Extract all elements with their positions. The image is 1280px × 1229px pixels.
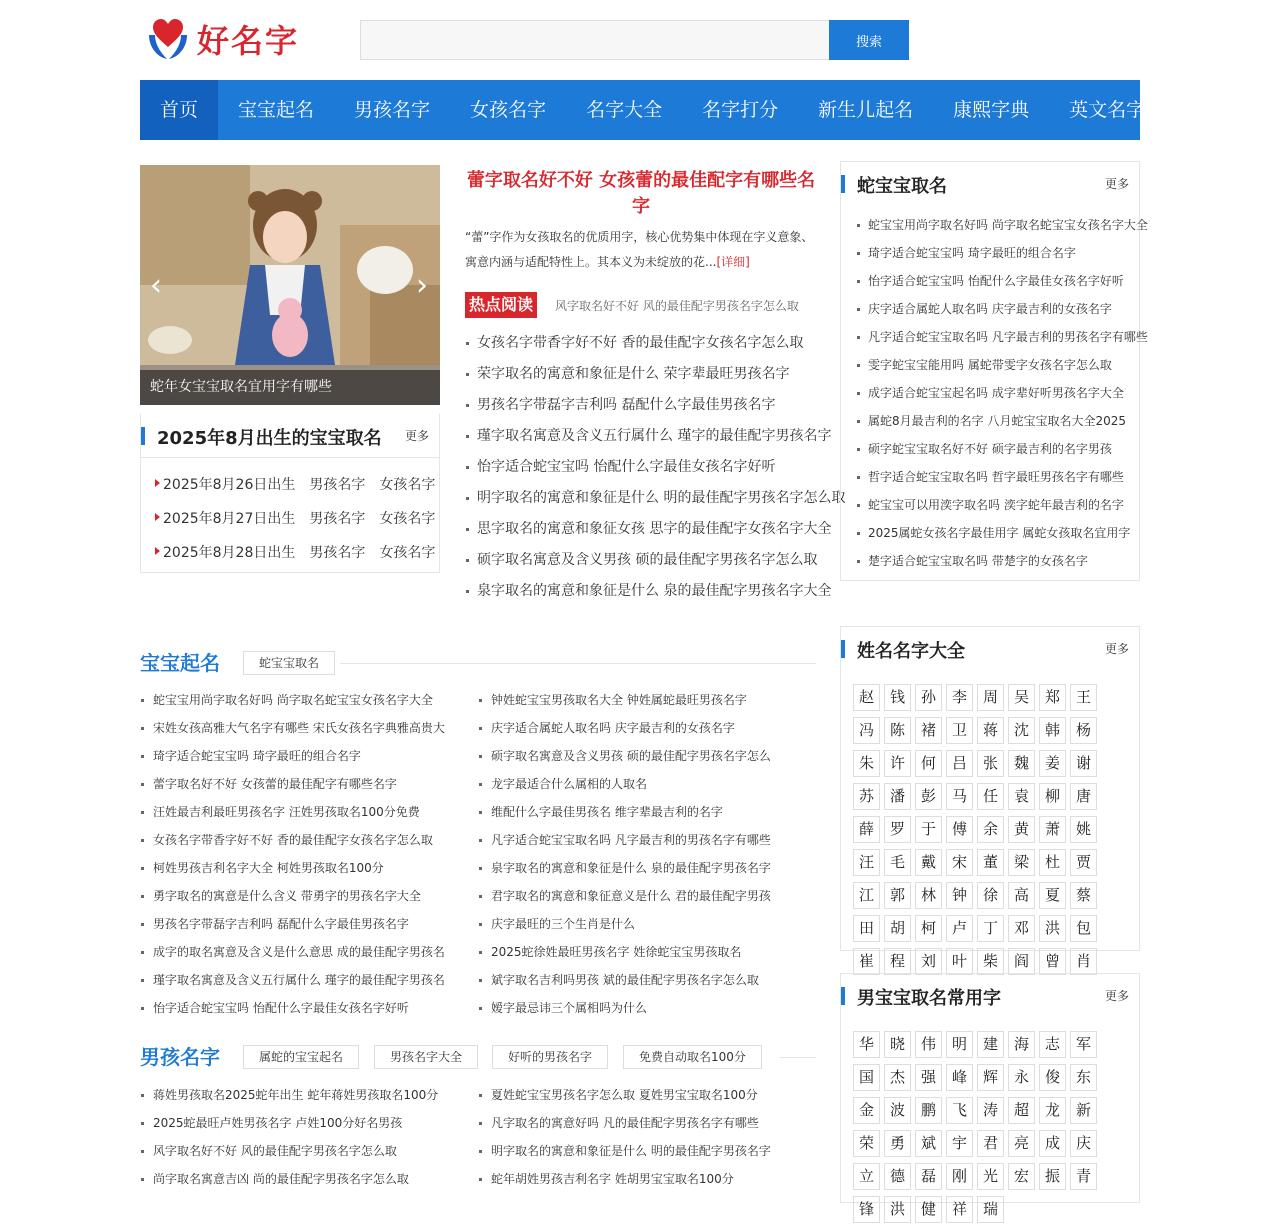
- list-item[interactable]: 庆字最旺的三个生肖是什么: [478, 910, 816, 938]
- month-date-link[interactable]: 2025年8月26日出生: [163, 477, 296, 493]
- surname-char[interactable]: 唐: [1070, 783, 1097, 810]
- surname-char[interactable]: 黄: [1008, 816, 1035, 843]
- boy-name-char[interactable]: 杰: [884, 1064, 911, 1091]
- month-date-link[interactable]: 2025年8月27日出生: [163, 511, 296, 527]
- list-item[interactable]: 雯字蛇宝宝能用吗 属蛇带雯字女孩名字怎么取: [868, 351, 1139, 379]
- surname-char[interactable]: 魏: [1008, 750, 1035, 777]
- nav-baby-naming[interactable]: 宝宝起名: [238, 99, 315, 121]
- list-item[interactable]: 君字取名的寓意和象征意义是什么 君的最佳配字男孩: [478, 882, 816, 910]
- tag-auto-naming[interactable]: 免费自动取名100分: [623, 1045, 762, 1069]
- boy-name-char[interactable]: 涛: [977, 1097, 1004, 1124]
- image-slider[interactable]: [140, 165, 440, 405]
- month-girl-link[interactable]: 女孩名字: [379, 545, 436, 561]
- boy-name-char[interactable]: 龙: [1039, 1097, 1066, 1124]
- surname-char[interactable]: 包: [1070, 915, 1097, 942]
- surname-char[interactable]: 柯: [915, 915, 942, 942]
- boy-char-box-more-link[interactable]: 更多: [1104, 989, 1129, 1003]
- boy-right-column: [478, 1081, 816, 1193]
- surname-char[interactable]: 罗: [884, 816, 911, 843]
- boy-name-char[interactable]: 荣: [853, 1130, 880, 1157]
- boy-name-char[interactable]: 洪: [884, 1196, 911, 1223]
- list-item[interactable]: 属蛇8月最吉利的名字 八月蛇宝宝取名大全2025: [868, 407, 1139, 435]
- list-item[interactable]: 瑾字取名寓意及含义五行属什么 瑾字的最佳配字男孩名: [140, 966, 478, 994]
- boy-name-char[interactable]: 刚: [946, 1163, 973, 1190]
- surname-char[interactable]: 贾: [1070, 849, 1097, 876]
- nav-girl-names[interactable]: 女孩名字: [470, 99, 547, 121]
- snake-box-header: [841, 162, 1139, 206]
- boy-name-char[interactable]: 君: [977, 1130, 1004, 1157]
- slider-caption[interactable]: 蛇年女宝宝取名宜用字有哪些: [140, 370, 440, 405]
- list-item[interactable]: 2025属蛇女孩名字最佳用字 属蛇女孩取名宜用字: [868, 519, 1139, 547]
- boy-char-box-header: [841, 974, 1139, 1018]
- tag-snake-baby-naming[interactable]: 属蛇的宝宝起名: [243, 1045, 359, 1069]
- boy-name-char[interactable]: 宏: [1008, 1163, 1035, 1190]
- surname-char[interactable]: 叶: [946, 948, 973, 975]
- boy-name-char[interactable]: 俊: [1039, 1064, 1066, 1091]
- surname-char[interactable]: 曾: [1039, 948, 1066, 975]
- surname-char[interactable]: 彭: [915, 783, 942, 810]
- surname-char[interactable]: 陈: [884, 717, 911, 744]
- boy-name-char[interactable]: 立: [853, 1163, 880, 1190]
- surname-char[interactable]: 林: [915, 882, 942, 909]
- surname-grid: [841, 671, 1131, 981]
- surname-char[interactable]: 余: [977, 816, 1004, 843]
- surname-char[interactable]: 郑: [1039, 684, 1066, 711]
- surname-char[interactable]: 苏: [853, 783, 880, 810]
- list-item[interactable]: 尚字取名寓意吉凶 尚的最佳配字男孩名字怎么取: [140, 1165, 478, 1193]
- headline-intro-text: “蕾”字作为女孩取名的优质用字，核心优势集中体现在字义意象、寓意内涵与适配特性上。其本义为未绽放的花...: [465, 230, 814, 269]
- boy-name-char[interactable]: 国: [853, 1064, 880, 1091]
- headline-intro: [465, 225, 817, 275]
- search-button[interactable]: 搜索: [829, 20, 909, 60]
- boy-name-char[interactable]: 飞: [946, 1097, 973, 1124]
- surname-char[interactable]: 董: [977, 849, 1004, 876]
- list-item[interactable]: 凡字适合蛇宝宝取名吗 凡字最吉利的男孩名字有哪些: [478, 826, 816, 854]
- surname-char[interactable]: 卢: [946, 915, 973, 942]
- list-item[interactable]: 维配什么字最佳男孩名 维字辈最吉利的名字: [478, 798, 816, 826]
- list-item[interactable]: 怡字适合蛇宝宝吗 怡配什么字最佳女孩名字好听: [465, 452, 817, 483]
- section-marker: [841, 640, 845, 658]
- surname-char[interactable]: 于: [915, 816, 942, 843]
- boy-char-box-title: 男宝宝取名常用字: [857, 988, 1001, 1009]
- surname-char[interactable]: 郭: [884, 882, 911, 909]
- tag-nice-boy-names[interactable]: 好听的男孩名字: [492, 1045, 608, 1069]
- surname-char[interactable]: 丁: [977, 915, 1004, 942]
- surname-char[interactable]: 冯: [853, 717, 880, 744]
- list-item[interactable]: 硕字取名寓意及含义男孩 硕的最佳配字男孩名字怎么: [478, 742, 816, 770]
- list-item[interactable]: 硕字取名寓意及含义男孩 硕的最佳配字男孩名字怎么取: [465, 545, 817, 576]
- surname-char[interactable]: 吕: [946, 750, 973, 777]
- surname-char[interactable]: 周: [977, 684, 1004, 711]
- boy-name-char[interactable]: 辉: [977, 1064, 1004, 1091]
- tag-boy-names-list[interactable]: 男孩名字大全: [374, 1045, 478, 1069]
- surname-char[interactable]: 袁: [1008, 783, 1035, 810]
- surname-char[interactable]: 钟: [946, 882, 973, 909]
- hot-reading-tag: 热点阅读: [465, 292, 537, 318]
- surname-char[interactable]: 吴: [1008, 684, 1035, 711]
- surname-char[interactable]: 何: [915, 750, 942, 777]
- month-boy-link[interactable]: 男孩名字: [309, 477, 366, 493]
- nav-english-names[interactable]: 英文名字: [1069, 99, 1146, 121]
- boy-name-char[interactable]: 磊: [915, 1163, 942, 1190]
- list-item[interactable]: 勇字取名的寓意是什么含义 带勇字的男孩名字大全: [140, 882, 478, 910]
- list-item[interactable]: 风字取名好不好 风的最佳配字男孩名字怎么取: [140, 1137, 478, 1165]
- surname-char[interactable]: 汪: [853, 849, 880, 876]
- surname-char[interactable]: 萧: [1039, 816, 1066, 843]
- boy-name-char[interactable]: 勇: [884, 1130, 911, 1157]
- surname-char[interactable]: 肖: [1070, 948, 1097, 975]
- list-item[interactable]: 凡字取名的寓意好吗 凡的最佳配字男孩名字有哪些: [478, 1109, 816, 1137]
- slider-photo: [140, 165, 440, 405]
- nav-boy-names[interactable]: 男孩名字: [354, 99, 431, 121]
- surname-char[interactable]: 梁: [1008, 849, 1035, 876]
- surname-char[interactable]: 蒋: [977, 717, 1004, 744]
- surname-char[interactable]: 傅: [946, 816, 973, 843]
- boy-name-char[interactable]: 伟: [915, 1031, 942, 1058]
- baby-section-title[interactable]: 宝宝起名: [140, 651, 220, 675]
- month-row: [141, 468, 439, 502]
- surname-char[interactable]: 柳: [1039, 783, 1066, 810]
- surname-char[interactable]: 朱: [853, 750, 880, 777]
- surname-char[interactable]: 张: [977, 750, 1004, 777]
- surname-box-header: [841, 627, 1139, 671]
- boy-name-char[interactable]: 德: [884, 1163, 911, 1190]
- boy-name-char[interactable]: 波: [884, 1097, 911, 1124]
- boy-name-char[interactable]: 新: [1070, 1097, 1097, 1124]
- list-item[interactable]: 男孩名字带磊字吉利吗 磊配什么字最佳男孩名字: [465, 390, 817, 421]
- tag-snake-baby[interactable]: 蛇宝宝取名: [243, 651, 335, 675]
- list-item[interactable]: 怡字适合蛇宝宝吗 怡配什么字最佳女孩名字好听: [868, 267, 1139, 295]
- boy-section-header: [140, 1044, 816, 1070]
- surname-char[interactable]: 洪: [1039, 915, 1066, 942]
- list-item[interactable]: 明字取名的寓意和象征是什么 明的最佳配字男孩名字: [478, 1137, 816, 1165]
- surname-char[interactable]: 李: [946, 684, 973, 711]
- surname-char[interactable]: 程: [884, 948, 911, 975]
- month-box-header: [141, 414, 439, 458]
- surname-char[interactable]: 夏: [1039, 882, 1066, 909]
- list-item[interactable]: 哲字适合蛇宝宝取名吗 哲字最旺男孩名字有哪些: [868, 463, 1139, 491]
- boy-name-char[interactable]: 志: [1039, 1031, 1066, 1058]
- heart-logo-icon: [145, 17, 191, 61]
- baby-right-column: [478, 686, 816, 1022]
- divider: [340, 663, 816, 664]
- list-item[interactable]: 男孩名字带磊字吉利吗 磊配什么字最佳男孩名字: [140, 910, 478, 938]
- headline-detail-link[interactable]: [详细]: [716, 255, 750, 269]
- surname-box-title: 姓名名字大全: [857, 641, 965, 662]
- section-marker: [841, 175, 845, 193]
- surname-char[interactable]: 江: [853, 882, 880, 909]
- surname-char[interactable]: 毛: [884, 849, 911, 876]
- snake-box-more-link[interactable]: 更多: [1104, 177, 1129, 191]
- list-item[interactable]: 蛇宝宝可以用湙字取名吗 湙字蛇年最吉利的名字: [868, 491, 1139, 519]
- list-item[interactable]: 夏姓蛇宝宝男孩名字怎么取 夏姓男宝宝取名100分: [478, 1081, 816, 1109]
- list-item[interactable]: 庆字适合属蛇人取名吗 庆字最吉利的女孩名字: [868, 295, 1139, 323]
- list-item[interactable]: 凡字适合蛇宝宝取名吗 凡字最吉利的男孩名字有哪些: [868, 323, 1139, 351]
- boy-name-char[interactable]: 强: [915, 1064, 942, 1091]
- surname-char[interactable]: 杜: [1039, 849, 1066, 876]
- list-item[interactable]: 庆字适合属蛇人取名吗 庆字最吉利的女孩名字: [478, 714, 816, 742]
- site-logo[interactable]: [145, 16, 299, 62]
- section-marker: [841, 987, 845, 1005]
- boy-name-char[interactable]: 祥: [946, 1196, 973, 1223]
- surname-char[interactable]: 崔: [853, 948, 880, 975]
- boy-left-column: [140, 1081, 478, 1193]
- surname-char[interactable]: 赵: [853, 684, 880, 711]
- surname-char[interactable]: 田: [853, 915, 880, 942]
- boy-name-char[interactable]: 金: [853, 1097, 880, 1124]
- surname-char[interactable]: 韩: [1039, 717, 1066, 744]
- section-marker: [141, 427, 145, 445]
- baby-section-list: [140, 686, 816, 1022]
- nav-home[interactable]: 首页: [140, 80, 218, 140]
- boy-name-char[interactable]: 亮: [1008, 1130, 1035, 1157]
- surname-char[interactable]: 许: [884, 750, 911, 777]
- surname-char[interactable]: 姚: [1070, 816, 1097, 843]
- surname-char[interactable]: 阎: [1008, 948, 1035, 975]
- boy-char-grid: [841, 1018, 1131, 1229]
- list-item[interactable]: 琦字适合蛇宝宝吗 琦字最旺的组合名字: [868, 239, 1139, 267]
- boy-char-box: [840, 973, 1140, 1218]
- triangle-icon: [155, 547, 160, 555]
- logo-text: 好名字: [197, 22, 300, 60]
- list-item[interactable]: 蛇宝宝用尚字取名好吗 尚字取名蛇宝宝女孩名字大全: [140, 686, 478, 714]
- month-row: [141, 502, 439, 536]
- list-item[interactable]: 女孩名字带香字好不好 香的最佳配字女孩名字怎么取: [140, 826, 478, 854]
- snake-baby-box: [840, 161, 1148, 581]
- nav-newborn-naming[interactable]: 新生儿起名: [818, 99, 914, 121]
- list-item[interactable]: 硕字蛇宝宝取名好不好 硕字最吉利的名字男孩: [868, 435, 1139, 463]
- month-boy-link[interactable]: 男孩名字: [309, 511, 366, 527]
- divider: [780, 1057, 816, 1058]
- month-row: [141, 536, 439, 570]
- nav-name-score[interactable]: 名字打分: [702, 99, 779, 121]
- surname-char[interactable]: 孙: [915, 684, 942, 711]
- boy-name-char[interactable]: 斌: [915, 1130, 942, 1157]
- list-item[interactable]: 明字取名的寓意和象征是什么 明的最佳配字男孩名字怎么取: [465, 483, 817, 514]
- list-item[interactable]: 宋姓女孩高雅大气名字有哪些 宋氏女孩名字典雅高贵大: [140, 714, 478, 742]
- surname-char[interactable]: 宋: [946, 849, 973, 876]
- surname-char[interactable]: 刘: [915, 948, 942, 975]
- list-item[interactable]: 龙字最适合什么属相的人取名: [478, 770, 816, 798]
- list-item[interactable]: 蛇年胡姓男孩吉利名字 姓胡男宝宝取名100分: [478, 1165, 816, 1193]
- boy-name-char[interactable]: 宇: [946, 1130, 973, 1157]
- surname-char[interactable]: 姜: [1039, 750, 1066, 777]
- list-item[interactable]: 泉字取名的寓意和象征是什么 泉的最佳配字男孩名字大全: [465, 576, 817, 607]
- main-nav: [140, 80, 1146, 140]
- boy-name-char[interactable]: 光: [977, 1163, 1004, 1190]
- list-item[interactable]: 成字的取名寓意及含义是什么意思 成的最佳配字男孩名: [140, 938, 478, 966]
- surname-char[interactable]: 马: [946, 783, 973, 810]
- month-naming-box: [140, 414, 440, 573]
- boy-name-char[interactable]: 晓: [884, 1031, 911, 1058]
- list-item[interactable]: 柯姓男孩吉利名字大全 柯姓男孩取名100分: [140, 854, 478, 882]
- list-item[interactable]: 瑾字取名寓意及含义五行属什么 瑾字的最佳配字男孩名字: [465, 421, 817, 452]
- surname-char[interactable]: 徐: [977, 882, 1004, 909]
- month-girl-link[interactable]: 女孩名字: [379, 511, 436, 527]
- boy-name-char[interactable]: 庆: [1070, 1130, 1097, 1157]
- surname-box-more-link[interactable]: 更多: [1104, 642, 1129, 656]
- surname-char[interactable]: 高: [1008, 882, 1035, 909]
- snake-list: [841, 206, 1148, 575]
- surname-char[interactable]: 潘: [884, 783, 911, 810]
- list-item[interactable]: 怡字适合蛇宝宝吗 怡配什么字最佳女孩名字好听: [140, 994, 478, 1022]
- list-item[interactable]: 钟姓蛇宝宝男孩取名大全 钟姓属蛇最旺男孩名字: [478, 686, 816, 714]
- boy-name-char[interactable]: 成: [1039, 1130, 1066, 1157]
- list-item[interactable]: 女孩名字带香字好不好 香的最佳配字女孩名字怎么取: [465, 328, 817, 359]
- nav-name-list[interactable]: 名字大全: [586, 99, 663, 121]
- month-date-link[interactable]: 2025年8月28日出生: [163, 545, 296, 561]
- boy-name-char[interactable]: 永: [1008, 1064, 1035, 1091]
- boy-name-char[interactable]: 东: [1070, 1064, 1097, 1091]
- boy-name-char[interactable]: 青: [1070, 1163, 1097, 1190]
- boy-name-char[interactable]: 海: [1008, 1031, 1035, 1058]
- hot-reading-bar: [465, 292, 817, 320]
- header: [140, 0, 1140, 80]
- surname-char[interactable]: 王: [1070, 684, 1097, 711]
- list-item[interactable]: 荣字取名的寓意和象征是什么 荣字辈最旺男孩名字: [465, 359, 817, 390]
- boy-name-char[interactable]: 华: [853, 1031, 880, 1058]
- surname-char[interactable]: 柴: [977, 948, 1004, 975]
- month-boy-link[interactable]: 男孩名字: [309, 545, 366, 561]
- surname-char[interactable]: 褚: [915, 717, 942, 744]
- hot-reading-link[interactable]: 风字取名好不好 风的最佳配字男孩名字怎么取: [555, 299, 799, 313]
- baby-section-header: [140, 650, 816, 676]
- list-item[interactable]: 蛇宝宝用尚字取名好吗 尚字取名蛇宝宝女孩名字大全: [868, 211, 1139, 239]
- surname-char[interactable]: 卫: [946, 717, 973, 744]
- month-girl-link[interactable]: 女孩名字: [379, 477, 436, 493]
- boy-name-char[interactable]: 鹏: [915, 1097, 942, 1124]
- list-item[interactable]: 泉字取名的寓意和象征是什么 泉的最佳配字男孩名字: [478, 854, 816, 882]
- list-item[interactable]: 汪姓最吉利最旺男孩名字 汪姓男孩取名100分免费: [140, 798, 478, 826]
- list-item[interactable]: 思字取名的寓意和象征女孩 思字的最佳配字女孩名字大全: [465, 514, 817, 545]
- boy-section-title[interactable]: 男孩名字: [140, 1045, 220, 1069]
- list-item[interactable]: 蕾字取名好不好 女孩蕾的最佳配字有哪些名字: [140, 770, 478, 798]
- surname-box: [840, 626, 1140, 970]
- boy-name-char[interactable]: 锋: [853, 1196, 880, 1223]
- nav-kangxi-dictionary[interactable]: 康熙字典: [953, 99, 1030, 121]
- list-item[interactable]: 2025蛇徐姓最旺男孩名字 姓徐蛇宝宝男孩取名: [478, 938, 816, 966]
- triangle-icon: [155, 479, 160, 487]
- list-item[interactable]: 成字适合蛇宝宝起名吗 成字辈好听男孩名字大全: [868, 379, 1139, 407]
- surname-char[interactable]: 任: [977, 783, 1004, 810]
- slider-next-icon[interactable]: ›: [416, 268, 428, 303]
- month-box-title: 2025年8月出生的宝宝取名: [157, 428, 382, 449]
- snake-box-title: 蛇宝宝取名: [857, 176, 947, 197]
- list-item[interactable]: 斌字取名吉利吗男孩 斌的最佳配字男孩名字怎么取: [478, 966, 816, 994]
- surname-char[interactable]: 蔡: [1070, 882, 1097, 909]
- surname-char[interactable]: 邓: [1008, 915, 1035, 942]
- boy-section-list: [140, 1081, 816, 1193]
- boy-name-char[interactable]: 健: [915, 1196, 942, 1223]
- boy-name-char[interactable]: 振: [1039, 1163, 1066, 1190]
- month-box-more-link[interactable]: 更多: [404, 429, 429, 443]
- boy-name-char[interactable]: 峰: [946, 1064, 973, 1091]
- list-item[interactable]: 嫒字最忌讳三个属相吗为什么: [478, 994, 816, 1022]
- boy-name-char[interactable]: 明: [946, 1031, 973, 1058]
- list-item[interactable]: 2025蛇最旺卢姓男孩名字 卢姓100分好名男孩: [140, 1109, 478, 1137]
- surname-char[interactable]: 胡: [884, 915, 911, 942]
- surname-char[interactable]: 薛: [853, 816, 880, 843]
- triangle-icon: [155, 513, 160, 521]
- boy-name-char[interactable]: 超: [1008, 1097, 1035, 1124]
- surname-char[interactable]: 戴: [915, 849, 942, 876]
- boy-name-char[interactable]: 军: [1070, 1031, 1097, 1058]
- boy-name-char[interactable]: 建: [977, 1031, 1004, 1058]
- baby-left-column: [140, 686, 478, 1022]
- surname-char[interactable]: 沈: [1008, 717, 1035, 744]
- hot-list: [465, 328, 846, 607]
- surname-char[interactable]: 谢: [1070, 750, 1097, 777]
- list-item[interactable]: 蒋姓男孩取名2025蛇年出生 蛇年蒋姓男孩取名100分: [140, 1081, 478, 1109]
- headline-title[interactable]: 蕾字取名好不好 女孩蕾的最佳配字有哪些名字: [466, 170, 816, 217]
- list-item[interactable]: 楚字适合蛇宝宝取名吗 带楚字的女孩名字: [868, 547, 1139, 575]
- slider-prev-icon[interactable]: ‹: [150, 268, 162, 303]
- surname-char[interactable]: 钱: [884, 684, 911, 711]
- boy-name-char[interactable]: 瑞: [977, 1196, 1004, 1223]
- search-input[interactable]: [360, 20, 829, 60]
- surname-char[interactable]: 杨: [1070, 717, 1097, 744]
- list-item[interactable]: 琦字适合蛇宝宝吗 琦字最旺的组合名字: [140, 742, 478, 770]
